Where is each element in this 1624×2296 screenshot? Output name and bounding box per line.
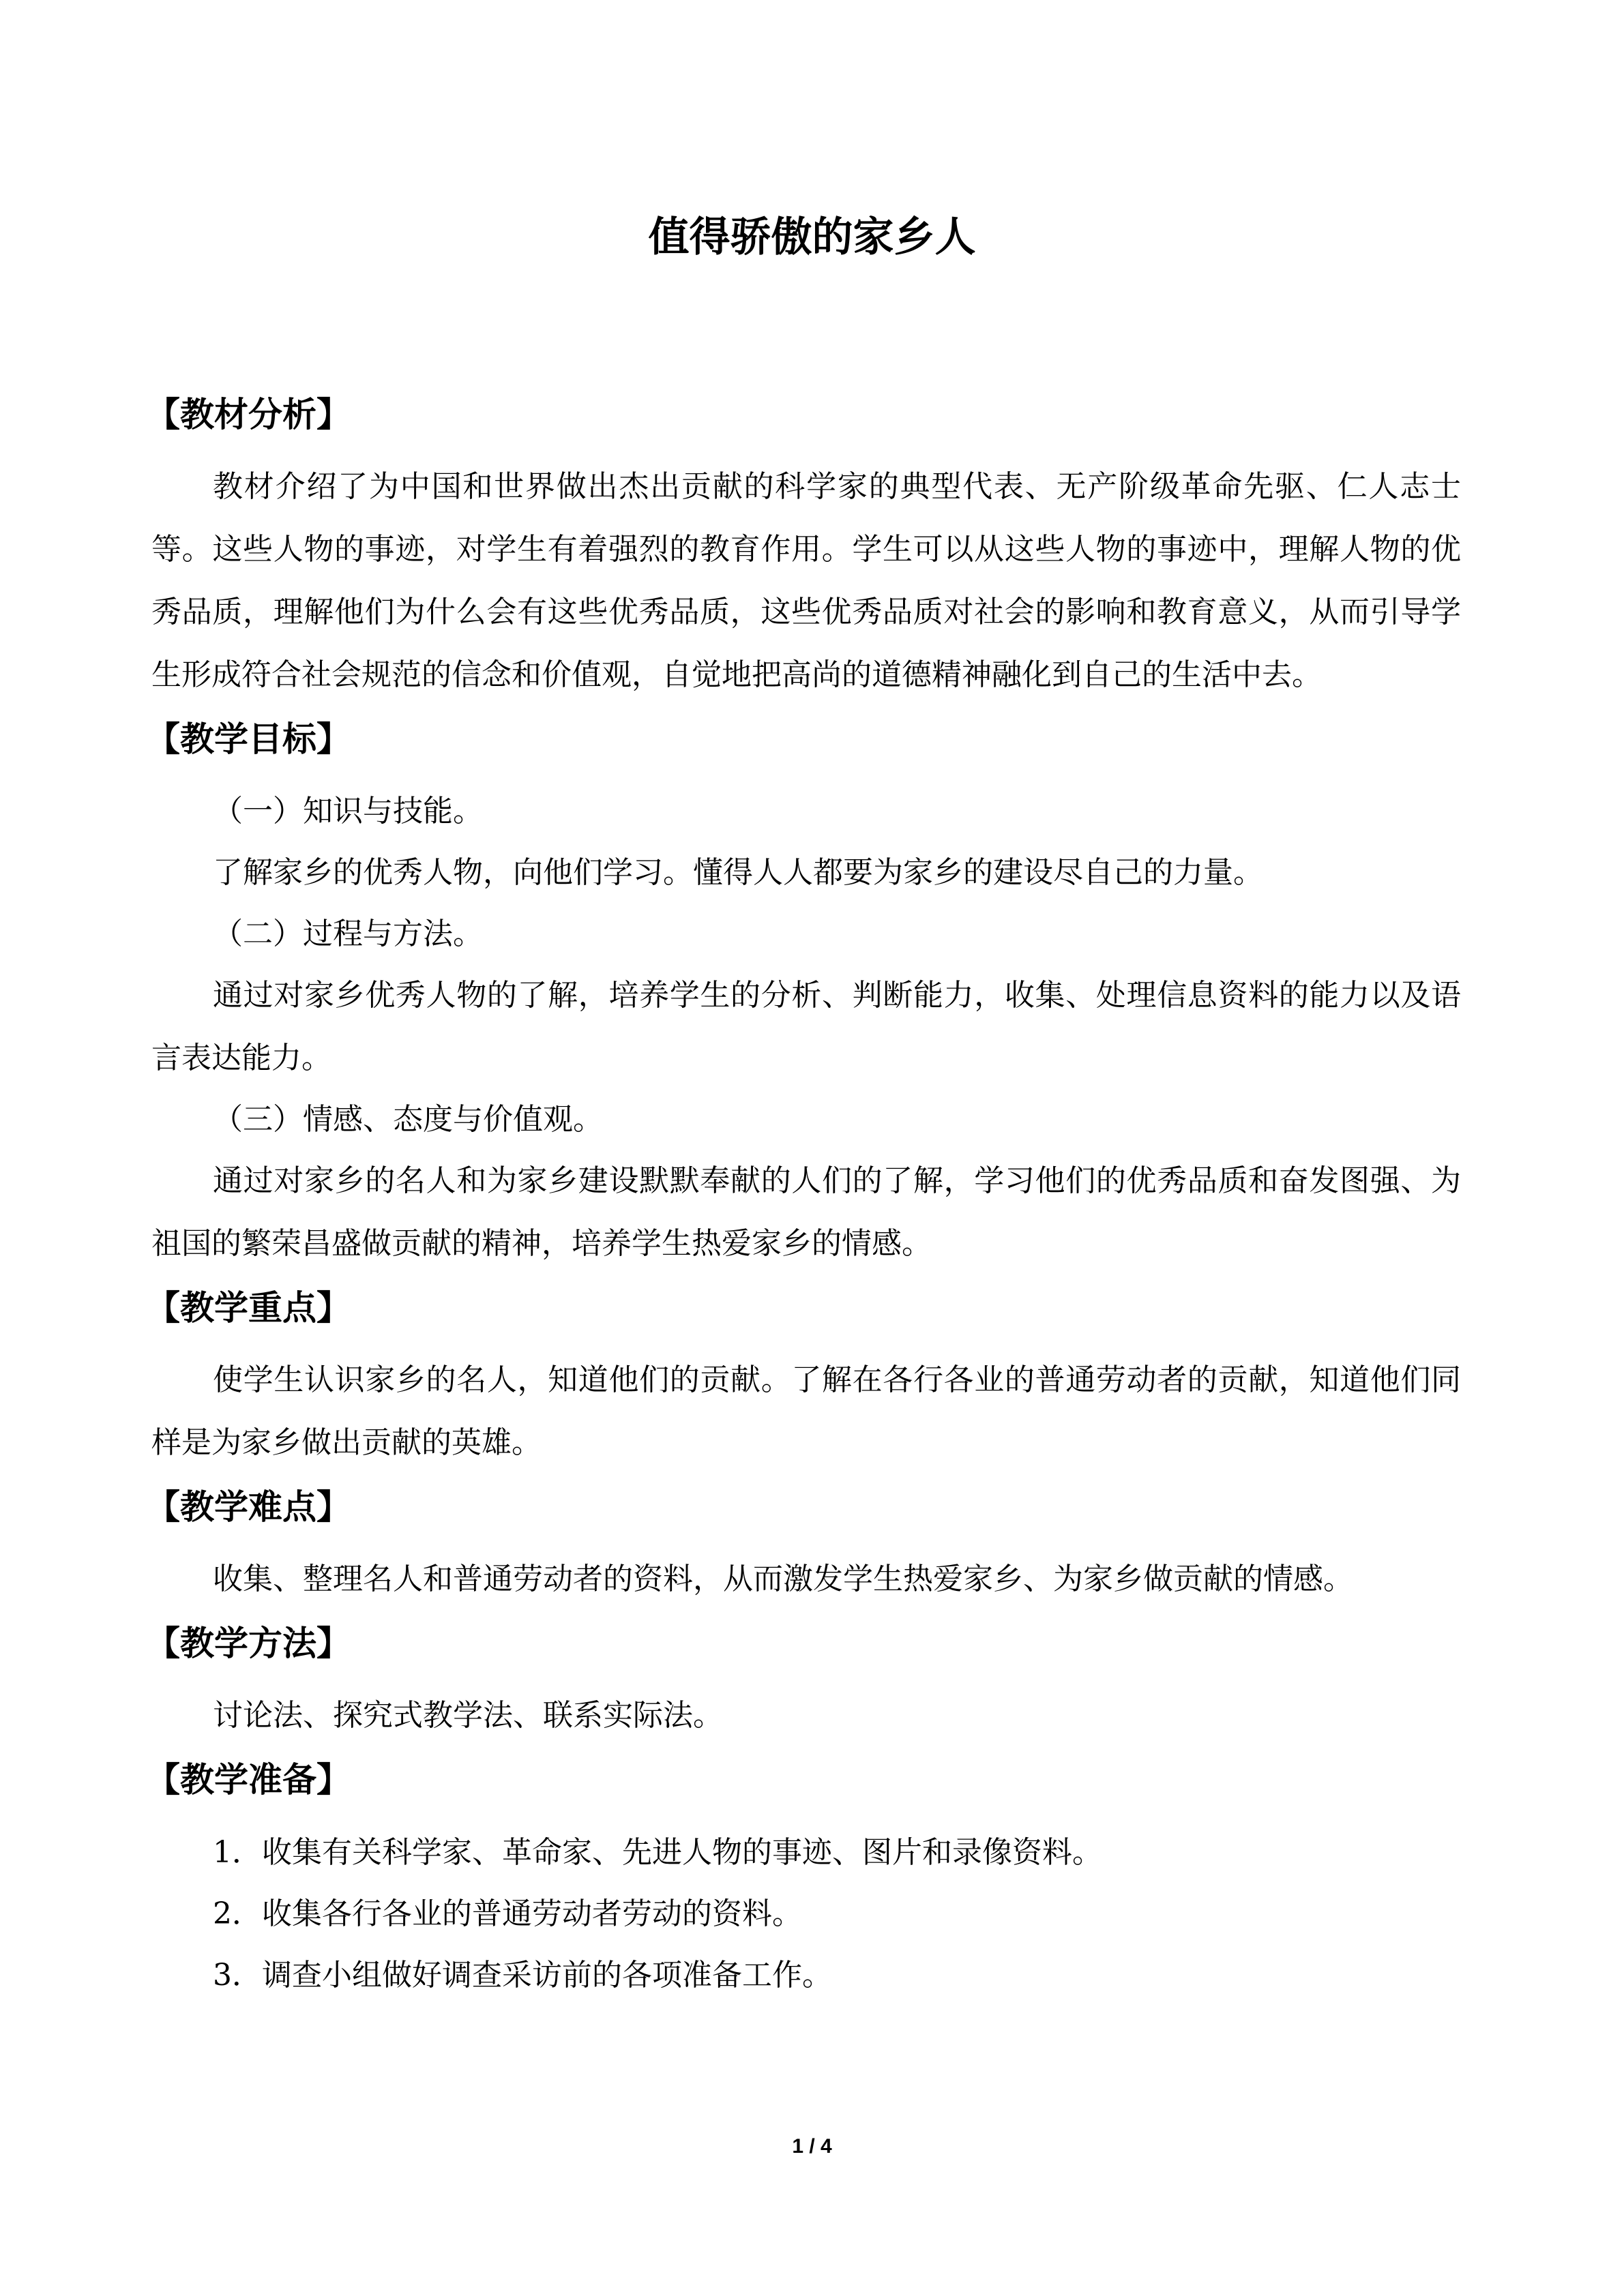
- heading-difficulties: 【教学难点】: [146, 1487, 351, 1527]
- list-item: 1．收集有关科学家、革命家、先进人物的事迹、图片和录像资料。: [213, 1835, 1102, 1870]
- paragraph-difficulties: 收集、整理名人和普通劳动者的资料，从而激发学生热爱家乡、为家乡做贡献的情感。: [213, 1562, 1353, 1596]
- list-item: 2．收集各行各业的普通劳动者劳动的资料。: [213, 1896, 802, 1931]
- heading-methods: 【教学方法】: [146, 1624, 351, 1663]
- paragraph-analysis: 教材介绍了为中国和世界做出杰出贡献的科学家的典型代表、无产阶级革命先驱、仁人志士等。这些人物的事迹，对学生有着强烈的教育作用。学生可以从这些人物的事迹中，理解人物的优秀品质，理解他们为什么会有这些优秀品质，这些优秀品质对社会的影响和教育意义，从而引导学生形成符合社会规范的信念和价值观，自觉地把高尚的道德精神融化到自己的生活中去。: [151, 469, 1461, 692]
- heading-analysis: 【教材分析】: [146, 395, 351, 434]
- page-number: 1 / 4: [792, 2135, 832, 2158]
- document-body: [146, 382, 1461, 2006]
- heading-key-points: 【教学重点】: [146, 1288, 351, 1328]
- subheading-knowledge-skills: （一）知识与技能。: [213, 794, 483, 829]
- subheading-emotion-values: （三）情感、态度与价值观。: [213, 1102, 603, 1137]
- paragraph-key-points: 使学生认识家乡的名人，知道他们的贡献。了解在各行各业的普通劳动者的贡献，知道他们同样是为家乡做出贡献的英雄。: [151, 1362, 1461, 1460]
- paragraph-methods: 讨论法、探究式教学法、联系实际法。: [213, 1698, 723, 1733]
- subheading-process-methods: （二）过程与方法。: [213, 916, 483, 951]
- paragraph-emotion-values: 通过对家乡的名人和为家乡建设默默奉献的人们的了解，学习他们的优秀品质和奋发图强、为祖国的繁荣昌盛做贡献的精神，培养学生热爱家乡的情感。: [151, 1163, 1461, 1261]
- paragraph-knowledge-skills: 了解家乡的优秀人物，向他们学习。懂得人人都要为家乡的建设尽自己的力量。: [213, 855, 1263, 890]
- heading-preparation: 【教学准备】: [146, 1760, 351, 1800]
- heading-objectives: 【教学目标】: [146, 719, 351, 759]
- paragraph-process-methods: 通过对家乡优秀人物的了解，培养学生的分析、判断能力，收集、处理信息资料的能力以及语言表达能力。: [151, 978, 1461, 1075]
- document-title: 值得骄傲的家乡人: [648, 213, 976, 261]
- list-item: 3．调查小组做好调查采访前的各项准备工作。: [213, 1958, 832, 1993]
